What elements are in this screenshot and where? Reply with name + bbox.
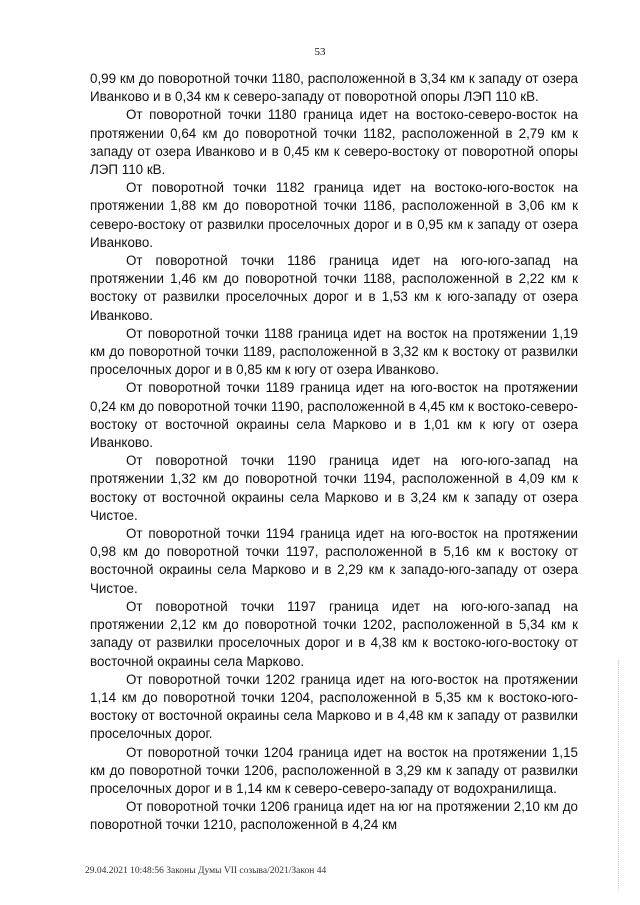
page-number: 53 bbox=[314, 46, 326, 58]
paragraph: От поворотной точки 1194 граница идет на юго-восток на протяжении 0,98 км до поворотной точки 1197, расположенной в 5,16 км к востоку от восточной окраины села Марково и в 2,29 км к западо-юго-западу от озера Чистое. bbox=[90, 526, 578, 596]
paragraph: От поворотной точки 1189 граница идет на юго-восток на протяжении 0,24 км до поворотной точки 1190, расположенной в 4,45 км к востоко-северо-востоку от восточной окраины села Марково и в 1,01 км к югу от озера Иванково. bbox=[90, 380, 578, 451]
paragraph: От поворотной точки 1186 граница идет на юго-юго-запад на протяжении 1,46 км до поворотной точки 1188, расположенной в 2,22 км к востоку от развилки проселочных дорог и в 1,53 км к юго-западу от озера Иванково. bbox=[90, 253, 578, 323]
footer-document-info: 29.04.2021 10:48:56 Законы Думы VII созыва/2021/Закон 44 bbox=[85, 866, 327, 876]
paragraph: От поворотной точки 1188 граница идет на восток на протяжении 1,19 км до поворотной точки 1189, расположенной в 3,32 км к востоку от развилки проселочных дорог и в 0,85 км к югу от озера Иванково. bbox=[90, 325, 578, 378]
paragraph: От поворотной точки 1190 граница идет на юго-юго-запад на протяжении 1,32 км до поворотной точки 1194, расположенной в 4,09 км к востоку от восточной окраины села Марково и в 3,24 км к западу от озера Чистое. bbox=[90, 453, 578, 523]
paragraph: От поворотной точки 1182 граница идет на востоко-юго-восток на протяжении 1,88 км до поворотной точки 1186, расположенной в 3,06 км к северо-востоку от развилки проселочных дорог и в 0,95 км к западу от озера Иванково. bbox=[90, 180, 578, 250]
margin-stamp-marks bbox=[618, 660, 625, 890]
paragraph: От поворотной точки 1204 граница идет на восток на протяжении 1,15 км до поворотной точки 1206, расположенной в 3,29 км к западу от развилки проселочных дорог и в 1,14 км к северо-северо-западу от водохранилища. bbox=[90, 744, 578, 796]
document-body bbox=[90, 70, 578, 835]
paragraph: 0,99 км до поворотной точки 1180, расположенной в 3,34 км к западу от озера Иванково и в 0,34 км к северо-западу от поворотной опоры ЛЭП 110 кВ. bbox=[90, 71, 578, 105]
paragraph: От поворотной точки 1202 граница идет на юго-восток на протяжении 1,14 км до поворотной точки 1204, расположенной в 5,35 км к востоко-юго-востоку от восточной окраины села Марково и в 4,48 км к западу от развилки проселочных дорог. bbox=[90, 671, 578, 742]
paragraph: От поворотной точки 1206 граница идет на юг на протяжении 2,10 км до поворотной точки 1210, расположенной в 4,24 км bbox=[90, 799, 578, 833]
paragraph: От поворотной точки 1197 граница идет на юго-юго-запад на протяжении 2,12 км до поворотной точки 1202, расположенной в 5,34 км к западу от развилки проселочных дорог и в 4,38 км к востоко-юго-востоку от восточной окраины села Марково. bbox=[90, 598, 578, 669]
paragraph: От поворотной точки 1180 граница идет на востоко-северо-восток на протяжении 0,64 км до поворотной точки 1182, расположенной в 2,79 км к западу от озера Иванково и в 0,45 км к северо-востоку от поворотной опоры ЛЭП 110 кВ. bbox=[90, 107, 578, 178]
